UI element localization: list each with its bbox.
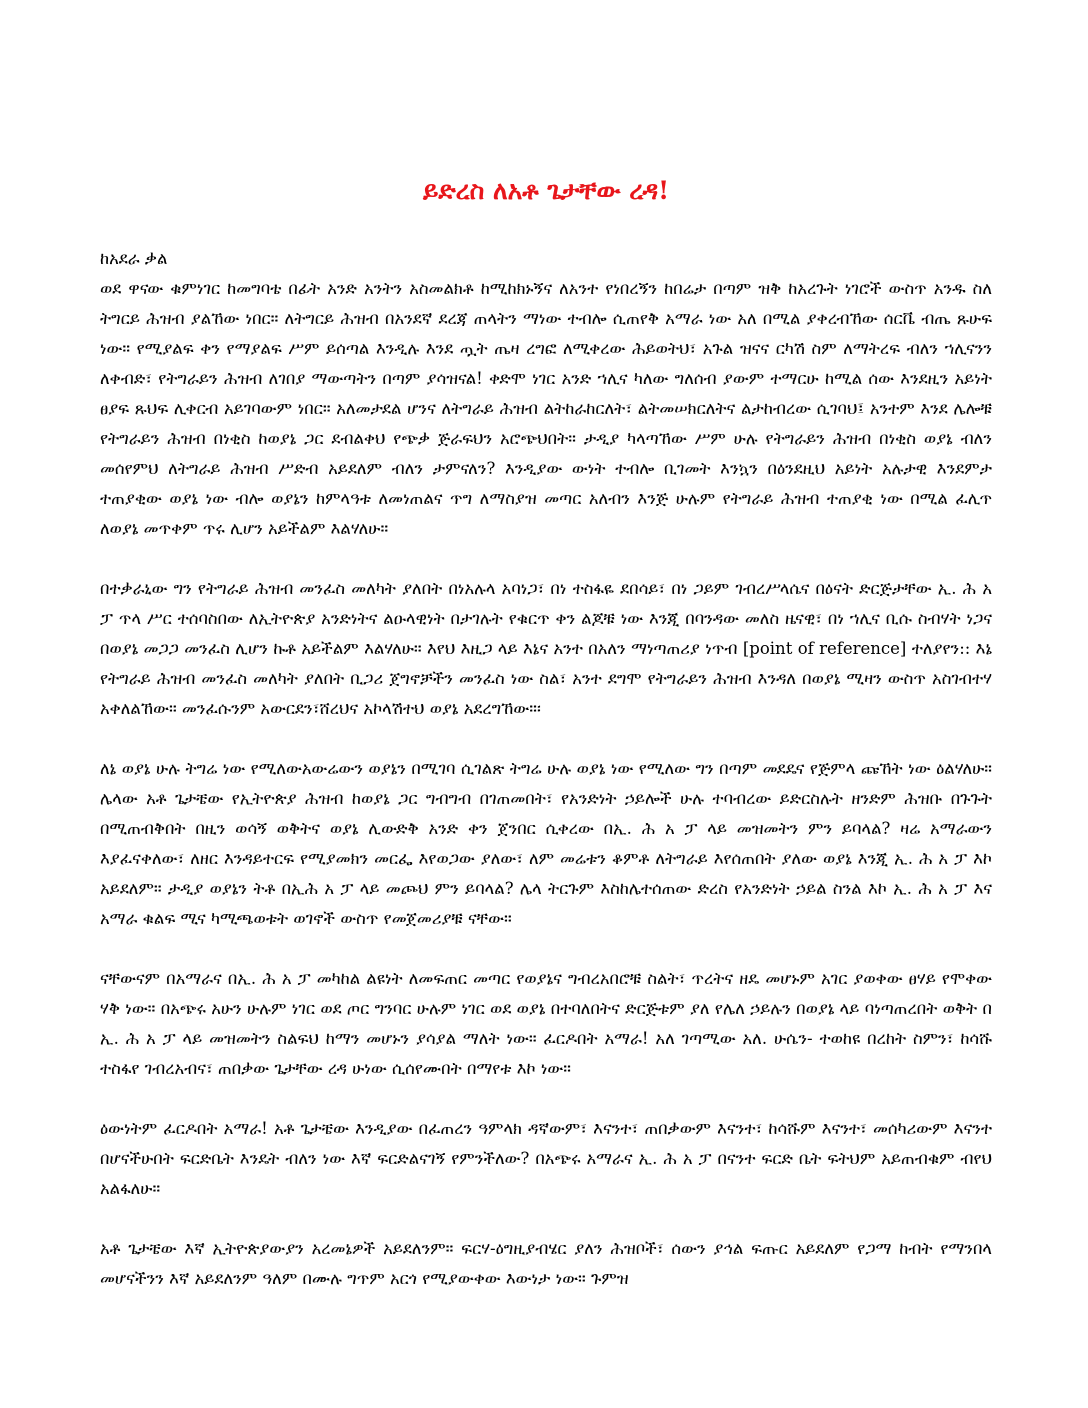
paragraph-3: ለኔ ወያኔ ሁሉ ትግሬ ነው የሚለውአውሬውን ወያኔን በሚገባ ሲገልጽ ትግሬ ሁሉ ወያኔ ነው የሚለው ግን በጣም መደዴና የጅምላ ጩኸት ነው ዕልሃለሁ። ሌላው አቶ ጌታቼው የኢትዮጵያ ሕዝብ ከወያኔ ጋር ግብግብ በገጠመበት፣ የአንድነት ኃይሎች ሁሉ ተባብረው ይድርስሉት ዘንድም ሕዝቡ በጉጉት በሚጠብቅበት በዚን ወሳኝ ወቅትና ወያኔ ሊውድቅ አንድ ቀን ጀንበር ሲቀረው በኢ. ሕ አ ፓ ላይ መዝመትን ምን ይባላል? ዛሬ አማራውን እያፈናቀለው፣ ለዘር እንዳይተርፍ የሚያመክን መርፌ እየወጋው ያለው፣ ለም መሬቱን ቆምቶ ለትግራይ እየሰጠበት ያለው ወያኔ እንጂ ኢ. ሕ አ ፓ እኮ አይደለም። ታዲያ ወያኔን ትቶ በኢሕ አ ፓ ላይ መጮህ ምን ይባላል? ሌላ ትርጉም እስከሌተሰጠው ድረስ የአንድነት ኃይል ስንል እኮ ኢ. ሕ አ ፓ እና አማራ ቁልፍ ሚና ካሚጫወቱት ወገኖች ውስጥ የመጀመሪያቹ ናቸው። (100, 759, 992, 928)
paragraph-2: በተቃራኒው ግን የትግራይ ሕዝብ መንፈስ መለካት ያለበት በነአሉላ አባነጋ፣ በነ ተስፋዬ ደበሳይ፣ በነ ጋይም ገብረሥላሴና በዕናት ድርጅታቸው ኢ. ሕ አ ፓ ጥላ ሥር ተሰባስበው ለኢትዮጵያ አንድነትና ልዑላዊነት በታገሉት የቁርጥ ቀን ልጆቹ ነው እንጂ በባንዳው መለስ ዜናዊ፣ በነ ኀሊና ቢሱ ስብሃት ነጋና በወያኔ መጋጋ መንፈስ ሊሆን ኩቶ አይችልም እልሃለሁ። እየህ እዚጋ ላይ እኔና አንተ በአለን ማነጣጠሪያ ነጥብ [point of reference] ተለያየን:: እኔ የትግራይ ሕዝብ መንፈስ መለካት ያለበት ቢጋሪ ጀግኖቻችን መንፈስ ነው ስል፣ አንተ ደግሞ የትግራይን ሕዝብ እንዳለ በወያኔ ሚዛን ውስጥ አስገብተሃ አቀለልኸው። መንፈሱንም አውርደን፣ሸረህና አኮላሽተህ ወያኔ አደረግኸው።፡ (100, 579, 992, 718)
paragraph-5: ዕውነትም ፈርዶበት አማራ! አቶ ጌታቼው እንዲያው በፈጠረን ዓምላክ ዳኛውም፣ እናንተ፣ ጠበቃውም እናንተ፣ ከሳሹም እናንተ፣ መሰካሪውም እናንተ በሆናችሁበት ፍርድቤት እንዴት ብለን ነው እኛ ፍርድልናገኝ የምንችለው? በአጭሩ አማራና ኢ. ሕ አ ፓ በናንተ ፍርድ ቤት ፍትህም አይጠብቁም ብየህ አልፋለሁ። (100, 1119, 992, 1198)
salutation: ከአደራ ቃል (100, 249, 168, 268)
letter-title: ይድረስ ለአቶ ጌታቸው ረዳ! (422, 176, 670, 205)
paragraph-1: ወደ ዋናው ቁምነገር ከመግባቴ በፊት አንድ አንትን አስመልክቶ ከሚከክኑኝና ለአንተ የነበረኝን ከበሬታ በጣም ዝቅ ከአረጉት ነገሮች ውስጥ አንዱ ስለ ትግርይ ሕዝብ ያልኸው ነበር። ለትግርይ ሕዝብ በአንደኛ ደረጃ ጠላትን ማነው ተብሎ ሲጠየቅ አማራ ነው አለ በሚል ያቀረብኸው ሰርቬ ብጤ ጹሁፍ ነው። የሚያልፍ ቀን የማያልፍ ሥም ይሰጣል እንዲሉ እንደ ጧት ጤዛ ረግፎ ለሚቀረው ሕይወትህ፣ አጉል ዝናና ርካሽ ስም ለማትረፍ ብለን ኀሊናንን ለቀብድ፣ የትግራይን ሕዝብ ለገበያ ማውጣትን በጣም ያሳዝናል! ቀድሞ ነገር አንድ ኀሊና ካለው ግለሰብ ያውም ተማርሁ ከሚል ሰው እንደዚን አይነት ፀያፍ ጹህፍ ሊቀርብ አይገባውም ነበር። አለመታደል ሆንና ለትግራይ ሕዝብ ልትከራከርለት፣ ልትመሠክርለትና ልታከብረው ሲገባህ፤ አንተም እንደ ሌሎቹ የትግራይን ሕዝብ በነቂስ ከወያኔ ጋር ደብልቀህ የጭቃ ጅራፍህን አሮጭህበት። ታዲያ ካላጣኸው ሥም ሁሉ የትግራይን ሕዝብ በነቂስ ወያኔ ብለን መሰየምህ ለትግራይ ሕዝብ ሥድብ አይደለም ብለን ታምናለን? እንዲያው ውነት ተብሎ ቢገመት እንኳን በዕንደዚህ አይነት አሉታዊ እንደምታ ተጠያቂው ወያኔ ነው ብሎ ወያኔን ከምላዓቱ ለመነጠልና ጥግ ለማስያዝ መጣር አለብን እንጅ ሁሉም የትግራይ ሕዝብ ተጠያቂ ነው በሚል ፈሊጥ ለወያኔ መጥቀም ጥሩ ሊሆን አይችልም እልሃለሁ። (100, 279, 992, 538)
paragraph-4: ናቸውናም በአማራና በኢ. ሕ አ ፓ መካከል ልዩነት ለመፍጠር መጣር የወያኔና ግብረአበሮቹ ስልት፣ ጥረትና ዘዴ መሆኑም አገር ያወቀው ፀሃይ የሞቀው ሃቅ ነው። በአጭሩ አሁን ሁሉም ነገር ወደ ጦር ግንባር ሁሉም ነገር ወደ ወያኔ በተባለበትና ድርጅቱም ያለ የሌለ ኃይሉን በወያኔ ላይ ባነጣጠረበት ወቅት በ ኢ. ሕ አ ፓ ላይ መዝመትን ስልፍህ ከማን መሆኑን ያሳያል ማለት ነው። ፈርዶበት አማራ! አለ ገጣሚው አለ. ሁሴን- ተወከዩ በረከት ስምን፣ ከሳሹ ተስፋየ ገብረአብና፣ ጠበቃው ጌታቸው ረዳ ሁነው ሲሰየሙበት በማየቱ እኮ ነው። (100, 969, 992, 1078)
paragraph-6: አቶ ጌታቼው እኛ ኢትዮጵያውያን አረመኔዎች አይደለንም። ፍርሃ-ዕግዚያብሄር ያለን ሕዝቦች፣ ሰውን ያኅል ፍጡር አይደለም የጋማ ከብት የማንበላ መሆናችንን እኛ አይደለንም ዓለም በሙሉ ግጥም አርጎ የሚያውቀው እውነታ ነው። ጉምዝ (100, 1239, 992, 1288)
